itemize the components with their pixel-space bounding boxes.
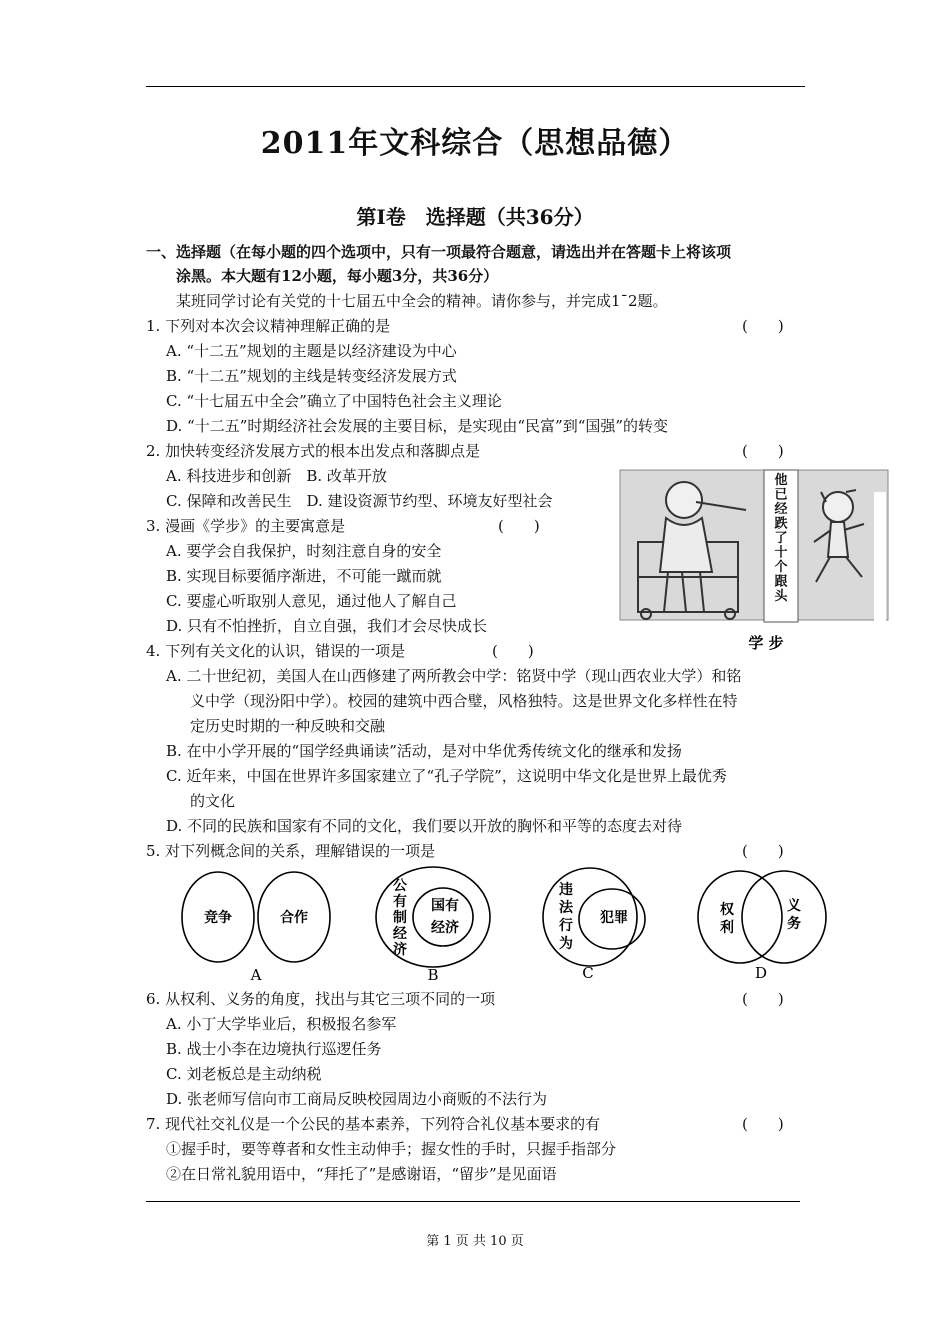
q5-concept-diagrams [170,862,850,987]
q4-option-d: D. 不同的民族和国家有不同的文化，我们要以开放的胸怀和平等的态度去对待 [166,817,683,835]
diagram-b-outer-char-5: 济 [393,942,407,958]
diagram-b-label: B [427,966,439,984]
diagram-d-left-char-1: 权 [720,902,734,918]
q5-stem: 5. 对下列概念间的关系，理解错误的一项是 [146,842,436,860]
diagram-a-right-text: 合作 [280,910,308,926]
diagram-d-right-circle [742,871,826,963]
diagram-b-inner-text-2: 经济 [431,920,459,936]
footer-rule [146,1201,800,1202]
diagram-b-outer-char-4: 经 [393,926,407,942]
diagram-c-outer-char-2: 法 [559,900,573,916]
q3-option-d: D. 只有不怕挫折，自立自强，我们才会尽快成长 [166,617,488,635]
section-title: 第Ⅰ卷 选择题（共36分） [356,205,594,229]
q2-answer-paren: ( ) [742,442,784,460]
diagram-b-inner-text-1: 国有 [431,898,459,914]
q7-option-2: ②在日常礼貌用语中，“拜托了”是感谢语，“留步”是见面语 [166,1165,557,1183]
q7-answer-paren: ( ) [742,1115,784,1133]
q4-option-a-line1: A. 二十世纪初，美国人在山西修建了两所教会中学：铭贤中学（现山西农业大学）和铭 [166,667,742,685]
diagram-b-outer-char-3: 制 [393,910,407,926]
q3-option-a: A. 要学会自我保护，时刻注意自身的安全 [166,542,442,560]
q6-option-b: B. 战士小李在边境执行巡逻任务 [166,1040,382,1058]
q4-option-a-line3: 定历史时期的一种反映和交融 [190,717,386,735]
cartoon-caption-vertical: 他已经跌了十个跟头 [774,473,788,604]
page-footer: 第 1 页 共 10 页 [426,1234,524,1249]
q6-stem: 6. 从权利、义务的角度，找出与其它三项不同的一项 [146,990,496,1008]
q1-option-a: A. “十二五”规划的主题是以经济建设为中心 [166,342,457,360]
q4-option-c-line1: C. 近年来，中国在世界许多国家建立了“孔子学院”，这说明中华文化是世界上最优秀 [166,767,727,785]
header-rule [146,86,805,87]
q5-answer-paren: ( ) [742,842,784,860]
diagram-a-label: A [250,966,262,984]
diagram-d-label: D [754,964,768,982]
diagram-d-right-char-2: 务 [787,916,801,932]
diagram-c-inner-text: 犯罪 [600,910,628,926]
q4-option-c-line2: 的文化 [190,792,236,810]
diagram-c-outer-char-4: 为 [559,936,573,952]
q6-option-c: C. 刘老板总是主动纳税 [166,1065,322,1083]
q6-option-d: D. 张老师写信向市工商局反映校园周边小商贩的不法行为 [166,1090,548,1108]
page-title: 2011年文科综合（思想品德） [260,126,690,161]
q7-stem: 7. 现代社交礼仪是一个公民的基本素养，下列符合礼仪基本要求的有 [146,1115,601,1133]
q4-answer-paren: ( ) [492,642,534,660]
q4-option-b: B. 在中小学开展的“国学经典诵读”活动，是对中华优秀传统文化的继承和发扬 [166,742,682,760]
q7-option-1: ①握手时，要等尊者和女性主动伸手；握女性的手时，只握手指部分 [166,1140,617,1158]
instructions-line-1: 一、选择题（在每小题的四个选项中，只有一项最符合题意，请选出并在答题卡上将该项 [146,243,732,261]
cartoon-learning-to-walk [616,462,892,662]
diagram-c-label: C [582,964,594,982]
q4-stem: 4. 下列有关文化的认识，错误的一项是 [146,642,406,660]
intro-text: 某班同学讨论有关党的十七届五中全会的精神。请你参与，并完成1¯2题。 [176,292,668,310]
q2-options-cd: C. 保障和改善民生 D. 建设资源节约型、环境友好型社会 [166,492,553,510]
q2-stem: 2. 加快转变经济发展方式的根本出发点和落脚点是 [146,442,481,460]
q2-options-ab: A. 科技进步和创新 B. 改革开放 [166,467,387,485]
instructions-line-2: 涂黑。本大题有12小题，每小题3分，共36分） [176,267,499,285]
q3-option-b: B. 实现目标要循序渐进，不可能一蹴而就 [166,567,442,585]
diagram-b-outer-char-1: 公 [393,878,407,894]
diagram-b-outer-char-2: 有 [393,894,407,910]
q3-answer-paren: ( ) [498,517,540,535]
q1-option-b: B. “十二五”规划的主线是转变经济发展方式 [166,367,457,385]
q1-stem: 1. 下列对本次会议精神理解正确的是 [146,317,391,335]
diagram-d-left-circle [698,871,782,963]
diagram-c-outer-char-3: 行 [559,918,573,934]
diagram-b-inner-circle [413,888,473,946]
diagram-c-outer-char-1: 违 [559,882,573,898]
q1-option-c: C. “十七届五中全会”确立了中国特色社会主义理论 [166,392,502,410]
q6-answer-paren: ( ) [742,990,784,1008]
q3-option-c: C. 要虚心听取别人意见，通过他人了解自己 [166,592,457,610]
q4-option-a-line2: 义中学（现汾阳中学）。校园的建筑中西合璧，风格独特。这是世界文化多样性在特 [190,692,738,710]
q6-option-a: A. 小丁大学毕业后，积极报名参军 [166,1015,397,1033]
diagram-d-left-char-2: 利 [720,920,734,936]
q3-stem: 3. 漫画《学步》的主要寓意是 [146,517,346,535]
diagram-a-left-text: 竞争 [204,910,232,926]
q1-option-d: D. “十二五”时期经济社会发展的主要目标，是实现由“民富”到“国强”的转变 [166,417,669,435]
diagram-d-right-char-1: 义 [787,898,801,914]
q1-answer-paren: ( ) [742,317,784,335]
cartoon-label: 学 步 [748,634,784,652]
